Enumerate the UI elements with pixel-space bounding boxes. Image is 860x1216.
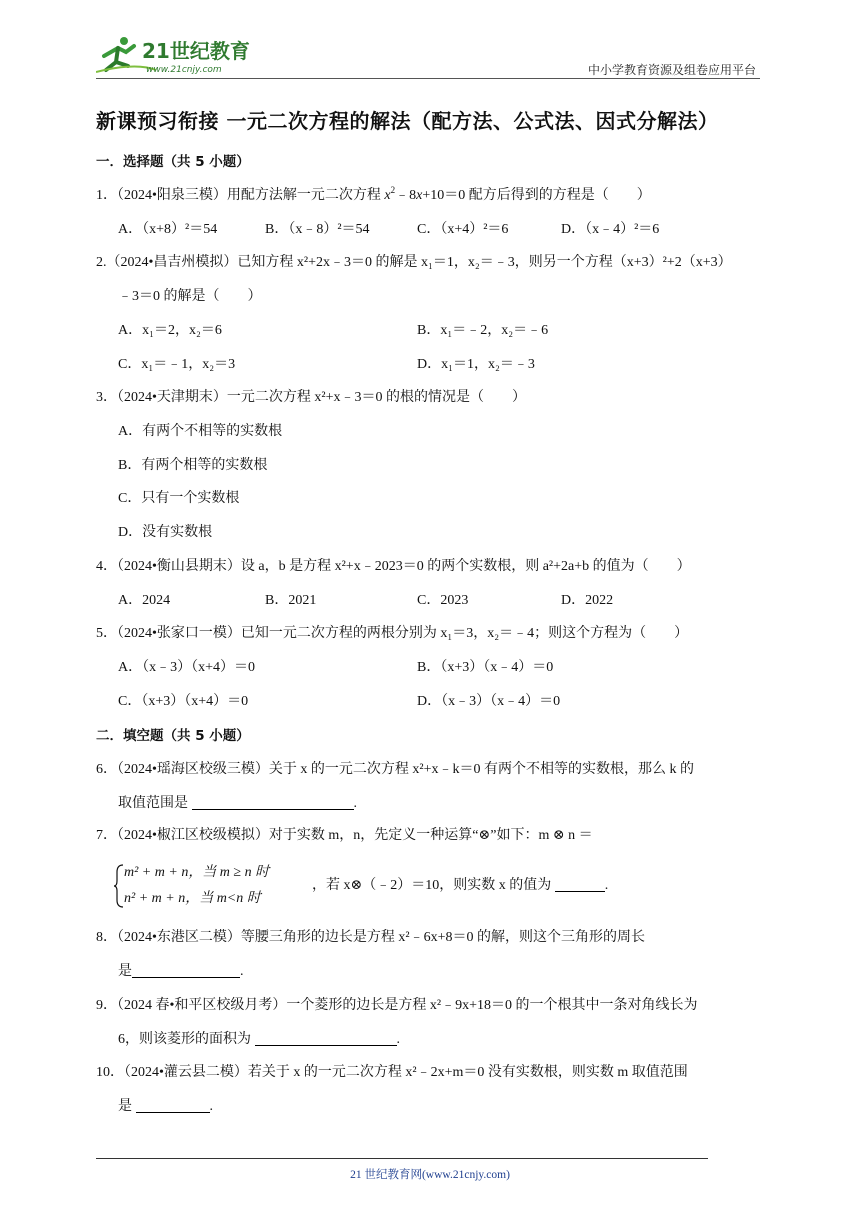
- q1-option-a: A．（x+8）²＝54: [118, 222, 218, 237]
- section-heading-choice: 一．选择题（共 5 小题）: [96, 154, 250, 170]
- q2-option-a: A．x₁＝2，x₂＝6: [118, 323, 222, 338]
- q4-stem: 4．（2024•衡山县期末）设 a，b 是方程 x²+x﹣2023＝0 的两个实数根，则 a²+2a+b 的值为（ ）: [96, 559, 691, 574]
- q10-stem-line1: 10．（2024•灌云县二模）若关于 x 的一元二次方程 x²﹣2x+m＝0 没有实数根，则实数 m 取值范围: [96, 1065, 688, 1080]
- footer-rule: [96, 1158, 708, 1159]
- q4-option-a: A．2024: [118, 593, 171, 608]
- q4-option-d: D．2022: [561, 593, 614, 608]
- q1-stem: 1．（2024•阳泉三模）用配方法解一元二次方程 $x^2﹣8x+10=0$ 配方后得到的方程是（ ）: [96, 185, 651, 203]
- q5-option-c: C．（x+3）（x+4）＝0: [118, 694, 249, 709]
- footer-text[interactable]: 21 世纪教育网(www.21cnjy.com): [350, 1169, 510, 1181]
- section-heading-fill: 二．填空题（共 5 小题）: [96, 728, 250, 744]
- q7-stem-line1: 7．（2024•椒江区校级模拟）对于实数 m，n，先定义一种运算“⊗”如下：m ⊗ n ＝: [96, 828, 593, 843]
- page-title: 新课预习衔接 一元二次方程的解法（配方法、公式法、因式分解法）: [96, 109, 719, 133]
- q7-stem-tail: ，若 x⊗（﹣2）＝10，则实数 x 的值为 .: [312, 878, 609, 893]
- q7-answer-blank[interactable]: [555, 877, 605, 892]
- q8-stem-line2: 是 .: [118, 964, 244, 979]
- q8-answer-blank[interactable]: [132, 963, 240, 978]
- q4-option-b: B．2021: [265, 593, 317, 608]
- q5-stem: 5．（2024•张家口一模）已知一元二次方程的两根分别为 x₁＝3，x₂＝﹣4；则这个方程为（ ）: [96, 626, 689, 641]
- logo-text: 21世纪教育: [142, 39, 250, 63]
- site-name: 中小学教育资源及组卷应用平台: [587, 63, 756, 77]
- q5-option-b: B．（x+3）（x﹣4）＝0: [417, 660, 554, 675]
- q2-option-c: C．x₁＝﹣1，x₂＝3: [118, 357, 236, 372]
- q1-option-d: D．（x﹣4）²＝6: [561, 222, 660, 237]
- q2-stem-line1: 2.（2024•昌吉州模拟）已知方程 x²+2x﹣3＝0 的解是 x₁＝1，x₂＝﹣3，则另一个方程（x+3）²+2（x+3）: [96, 255, 732, 270]
- header-rule: [96, 78, 760, 79]
- q9-stem-line2: 6，则该菱形的面积为 .: [118, 1032, 400, 1047]
- q1-option-b: B．（x﹣8）²＝54: [265, 222, 370, 237]
- q5-option-a: A．（x﹣3）（x+4）＝0: [118, 660, 256, 675]
- q2-option-b: B．x₁＝﹣2，x₂＝﹣6: [417, 323, 549, 338]
- logo-url: www.21cnjy.com: [146, 65, 222, 75]
- q9-answer-blank[interactable]: [255, 1031, 397, 1046]
- q3-option-d: D．没有实数根: [118, 525, 213, 540]
- logo-21cnjy: [96, 32, 266, 76]
- q5-option-d: D．（x﹣3）（x﹣4）＝0: [417, 694, 561, 709]
- q4-option-c: C．2023: [417, 593, 469, 608]
- q3-option-b: B．有两个相等的实数根: [118, 458, 268, 473]
- q3-stem: 3．（2024•天津期末）一元二次方程 x²+x﹣3＝0 的根的情况是（ ）: [96, 390, 526, 405]
- q1-option-c: C．（x+4）²＝6: [417, 222, 509, 237]
- q2-option-d: D．x₁＝1，x₂＝﹣3: [417, 357, 535, 372]
- q7-case1: m² + m + n，当 m ≥ n 时: [124, 865, 270, 880]
- q2-stem-line2: ﹣3＝0 的解是（ ）: [118, 289, 262, 304]
- page-header: [96, 28, 760, 80]
- q3-option-a: A．有两个不相等的实数根: [118, 424, 283, 439]
- q3-option-c: C．只有一个实数根: [118, 491, 240, 506]
- q6-stem-line1: 6．（2024•瑶海区校级三模）关于 x 的一元二次方程 x²+x﹣k＝0 有两个不相等的实数根，那么 k 的: [96, 762, 694, 777]
- q7-case2: n² + m + n，当 m<n 时: [124, 891, 261, 906]
- q6-stem-line2: 取值范围是 .: [118, 796, 357, 811]
- q6-answer-blank[interactable]: [192, 795, 354, 810]
- q8-stem-line1: 8．（2024•东港区二模）等腰三角形的边长是方程 x²﹣6x+8＝0 的解，则这个三角形的周长: [96, 930, 645, 945]
- q9-stem-line1: 9．（2024 春•和平区校级月考）一个菱形的边长是方程 x²﹣9x+18＝0 的一个根其中一条对角线长为: [96, 998, 698, 1013]
- q10-answer-blank[interactable]: [136, 1098, 210, 1113]
- q10-stem-line2: 是 .: [118, 1099, 213, 1114]
